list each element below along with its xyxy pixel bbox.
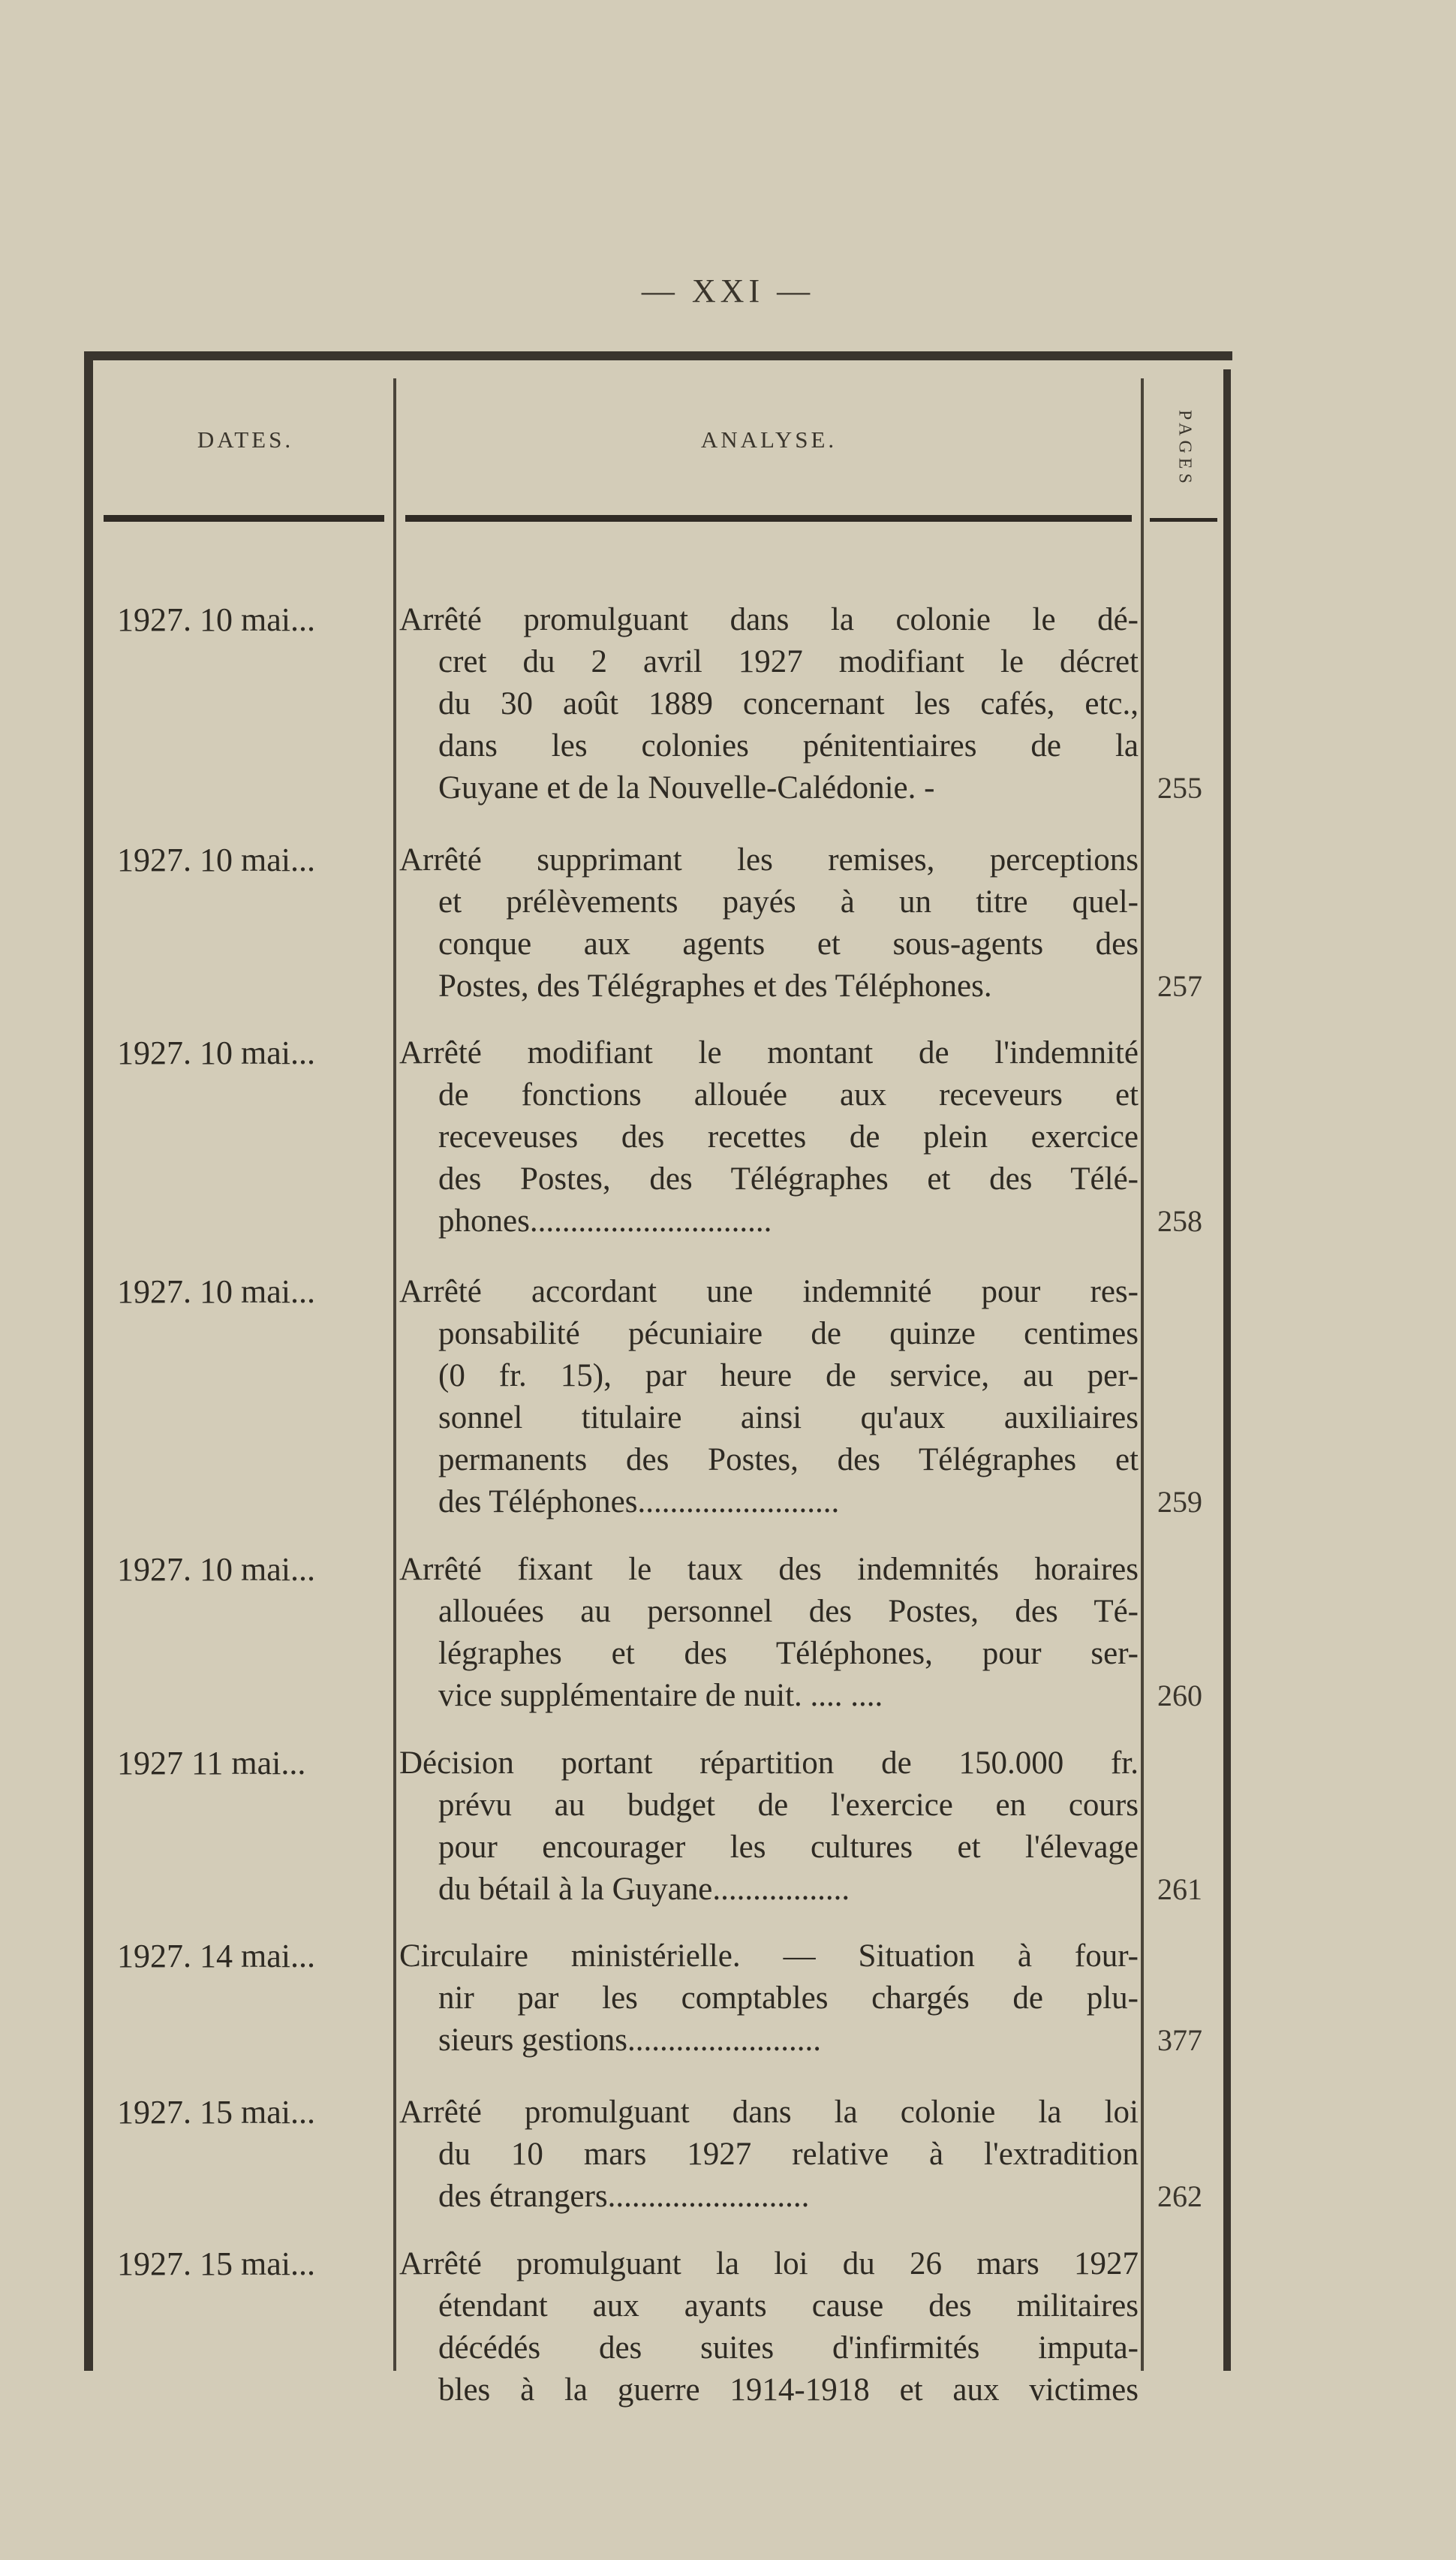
row-date: 1927. 10 mai... xyxy=(117,601,315,638)
row-analysis xyxy=(399,2092,1139,2218)
row-date: 1927. 10 mai... xyxy=(117,1273,315,1310)
analysis-line: Arrêté promulguant la loi du 26 mars 1927 xyxy=(399,2246,1139,2281)
analysis-line: prévu au budget de l'exercice en cours xyxy=(438,1787,1139,1823)
analysis-line: des Postes, des Télégraphes et des Télé- xyxy=(438,1161,1139,1197)
analysis-line: Arrêté fixant le taux des indemnités horaires xyxy=(399,1552,1139,1587)
analysis-line: sonnel titulaire ainsi qu'aux auxiliaires xyxy=(438,1400,1139,1435)
row-analysis xyxy=(399,2243,1139,2411)
header-analyse: ANALYSE. xyxy=(700,426,838,453)
analysis-line: dans les colonies pénitentiaires de la xyxy=(438,728,1139,763)
analysis-line: Arrêté promulguant dans la colonie le dé- xyxy=(399,602,1139,637)
analysis-line: phones.............................. xyxy=(438,1203,772,1239)
analysis-line: allouées au personnel des Postes, des Té- xyxy=(438,1594,1139,1629)
row-page: 262 xyxy=(1157,2179,1202,2213)
analysis-line: légraphes et des Téléphones, pour ser- xyxy=(438,1636,1139,1671)
analysis-line: Décision portant répartition de 150.000 fr. xyxy=(399,1745,1139,1781)
row-date: 1927. 10 mai... xyxy=(117,842,315,878)
analysis-line: des Téléphones......................... xyxy=(438,1484,840,1519)
table-top-rule xyxy=(84,351,1232,360)
header-rule-pages xyxy=(1150,518,1217,522)
row-page: 255 xyxy=(1157,771,1202,805)
analysis-line: Arrêté modifiant le montant de l'indemnité xyxy=(399,1035,1139,1071)
row-analysis xyxy=(399,599,1139,809)
row-date: 1927. 15 mai... xyxy=(117,2094,315,2131)
analysis-line: et prélèvements payés à un titre quel- xyxy=(438,884,1139,920)
analysis-line: vice supplémentaire de nuit. .... .... xyxy=(438,1678,883,1713)
row-analysis xyxy=(399,1549,1139,1717)
analysis-line: décédés des suites d'infirmités imputa- xyxy=(438,2330,1139,2366)
analysis-line: pour encourager les cultures et l'élevage xyxy=(438,1830,1139,1865)
header-dates: DATES. xyxy=(197,426,294,453)
row-page: 260 xyxy=(1157,1679,1202,1712)
analysis-line: (0 fr. 15), par heure de service, au per- xyxy=(438,1358,1139,1393)
analysis-line: sieurs gestions........................ xyxy=(438,2022,822,2058)
analysis-line: étendant aux ayants cause des militaires xyxy=(438,2288,1139,2324)
table-right-rule xyxy=(1223,369,1231,2371)
row-analysis xyxy=(399,1742,1139,1911)
row-page: 257 xyxy=(1157,969,1202,1003)
row-analysis xyxy=(399,1935,1139,2062)
row-analysis xyxy=(399,839,1139,1007)
row-date: 1927. 10 mai... xyxy=(117,1035,315,1071)
header-rule-dates xyxy=(104,515,384,522)
analysis-line: de fonctions allouée aux receveurs et xyxy=(438,1077,1139,1113)
row-date: 1927. 10 mai... xyxy=(117,1551,315,1588)
column-divider-dates xyxy=(393,378,396,2371)
analysis-line: Circulaire ministérielle. — Situation à four- xyxy=(399,1938,1139,1974)
analysis-line: Arrêté supprimant les remises, perceptions xyxy=(399,842,1139,878)
analysis-line: Postes, des Télégraphes et des Téléphones. xyxy=(438,968,992,1004)
analysis-line: Arrêté accordant une indemnité pour res- xyxy=(399,1274,1139,1309)
analysis-line: receveuses des recettes de plein exercice xyxy=(438,1119,1139,1155)
analysis-line: des étrangers......................... xyxy=(438,2179,810,2214)
analysis-line: du 10 mars 1927 relative à l'extradition xyxy=(438,2137,1139,2172)
table-frame xyxy=(84,351,1232,2408)
analysis-line: conque aux agents et sous-agents des xyxy=(438,926,1139,962)
header-rule-analyse xyxy=(405,515,1132,522)
column-divider-pages xyxy=(1141,378,1144,2371)
row-date: 1927. 15 mai... xyxy=(117,2245,315,2282)
analysis-line: du bétail à la Guyane................. xyxy=(438,1872,850,1907)
table-left-rule xyxy=(84,351,93,2371)
row-page: 377 xyxy=(1157,2023,1202,2057)
analysis-line: bles à la guerre 1914-1918 et aux victimes xyxy=(438,2372,1139,2408)
row-page: 258 xyxy=(1157,1204,1202,1238)
analysis-line: ponsabilité pécuniaire de quinze centimes xyxy=(438,1316,1139,1351)
row-analysis xyxy=(399,1032,1139,1242)
row-page: 259 xyxy=(1157,1485,1202,1519)
row-date: 1927 11 mai... xyxy=(117,1745,306,1781)
analysis-line: du 30 août 1889 concernant les cafés, etc., xyxy=(438,686,1139,721)
row-date: 1927. 14 mai... xyxy=(117,1938,315,1974)
row-page: 261 xyxy=(1157,1872,1202,1906)
analysis-line: cret du 2 avril 1927 modifiant le décret xyxy=(438,644,1139,679)
analysis-line: nir par les comptables chargés de plu- xyxy=(438,1980,1139,2016)
analysis-line: permanents des Postes, des Télégraphes et xyxy=(438,1442,1139,1477)
row-analysis xyxy=(399,1271,1139,1523)
header-pages: PAGES xyxy=(1175,410,1195,488)
analysis-line: Guyane et de la Nouvelle-Calédonie. - xyxy=(438,770,935,806)
analysis-line: Arrêté promulguant dans la colonie la loi xyxy=(399,2095,1139,2130)
page-number: — XXI — xyxy=(641,273,815,309)
